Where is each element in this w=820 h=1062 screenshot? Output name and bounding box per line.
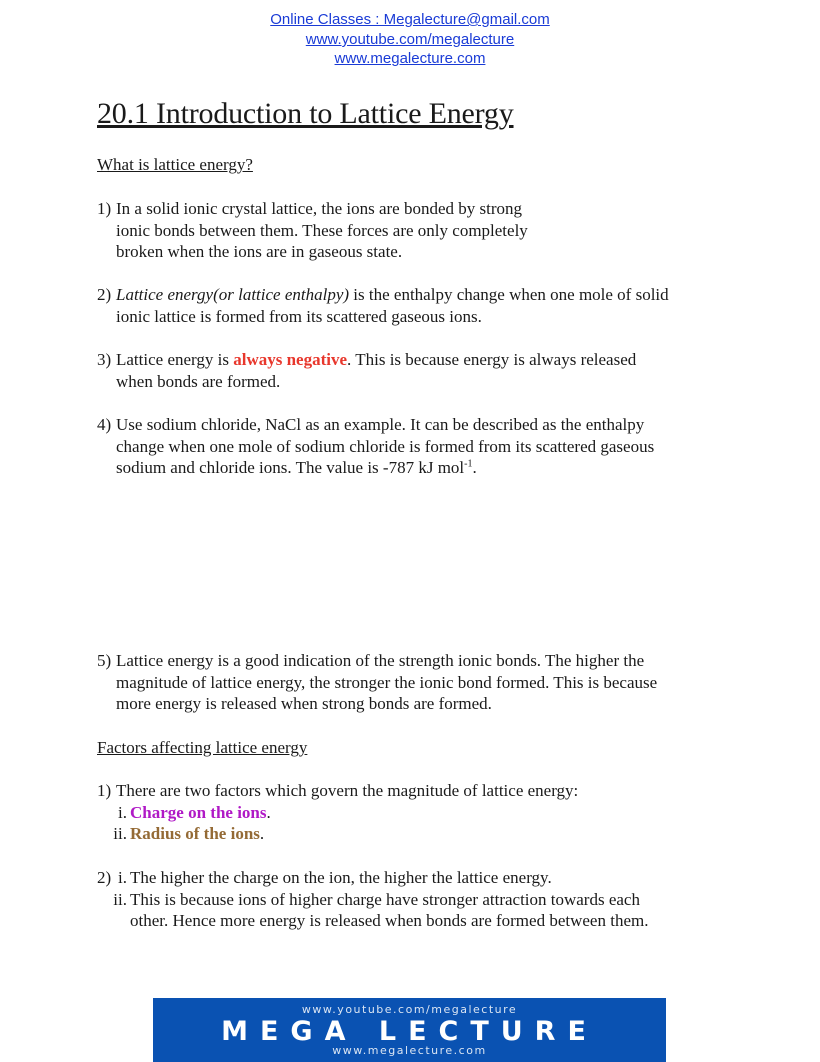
factor-radius: Radius of the ions (130, 824, 260, 844)
header-youtube-link[interactable]: www.youtube.com/megalecture (305, 31, 515, 48)
sub-item-number: i. (118, 868, 127, 887)
banner-website-text: www.megalecture.com (332, 1044, 487, 1057)
header-email-link[interactable]: Online Classes : Megalecture@gmail.com (270, 11, 550, 28)
item-line: Lattice energy is a good indication of the strength ionic bonds. The higher the (116, 651, 645, 670)
item-line: more energy is released when strong bonds are formed. (116, 694, 492, 714)
item-line: other. Hence more energy is released when bonds are formed between them. (130, 911, 649, 931)
header-website-link[interactable]: www.megalecture.com (334, 50, 486, 67)
sub-item-number: ii. (113, 824, 127, 844)
superscript: -1 (464, 458, 473, 470)
list-item (97, 414, 757, 479)
list-item (97, 198, 737, 263)
item-number: 4) (97, 415, 112, 434)
list-item (97, 780, 737, 802)
item-number: 2) (97, 285, 112, 304)
item-number: 1) (97, 199, 112, 218)
item-text: is the enthalpy change when one mole of solid (349, 285, 669, 304)
sub-item (97, 823, 264, 845)
italic-term: Lattice energy(or lattice enthalpy) (116, 285, 350, 304)
list-item (97, 650, 757, 715)
sub-item (97, 867, 552, 889)
item-line: Use sodium chloride, NaCl as an example. It can be described as the enthalpy (116, 415, 645, 434)
item-number: 3) (97, 350, 112, 369)
item-text: . (266, 802, 271, 822)
sub-item (97, 802, 271, 824)
item-line: broken when the ions are in gaseous state. (116, 242, 403, 262)
item-number: 1) (97, 781, 112, 800)
item-line: magnitude of lattice energy, the stronger the ionic bond formed. This is because (116, 672, 658, 692)
item-number: 2) (97, 868, 112, 887)
sub-item-number: i. (118, 802, 127, 822)
highlight-always-negative: always negative (233, 350, 348, 369)
item-text: . This is because energy is always released (347, 350, 637, 369)
item-text: . (472, 458, 477, 478)
item-line: ionic bonds between them. These forces are only completely (116, 220, 528, 240)
item-line: This is because ions of higher charge have stronger attraction towards each (130, 889, 640, 909)
mega-lecture-banner (153, 998, 666, 1062)
section-heading-factors: Factors affecting lattice energy (97, 738, 308, 757)
item-number: 5) (97, 651, 112, 670)
item-line: when bonds are formed. (116, 371, 281, 391)
item-line: change when one mole of sodium chloride is formed from its scattered gaseous (116, 436, 655, 456)
item-text: sodium and chloride ions. The value is -787 kJ mol (116, 458, 465, 478)
list-item (97, 284, 737, 327)
factor-charge: Charge on the ions (130, 802, 267, 822)
list-item (97, 349, 737, 392)
item-text: Lattice energy is (116, 350, 234, 369)
item-line: ionic lattice is formed from its scattered gaseous ions. (116, 306, 482, 326)
banner-youtube-text: www.youtube.com/megalecture (301, 1003, 518, 1016)
sub-item-number: ii. (113, 889, 127, 909)
page-title: 20.1 Introduction to Lattice Energy (97, 97, 514, 130)
item-line: There are two factors which govern the magnitude of lattice energy: (116, 781, 579, 800)
banner-brand: MEGA LECTURE (221, 1016, 598, 1047)
sub-item (97, 889, 737, 932)
item-line: In a solid ionic crystal lattice, the ions are bonded by strong (116, 199, 523, 218)
item-line: The higher the charge on the ion, the higher the lattice energy. (130, 868, 552, 887)
section-heading-lattice-energy: What is lattice energy? (97, 155, 253, 174)
item-text: . (259, 824, 265, 844)
